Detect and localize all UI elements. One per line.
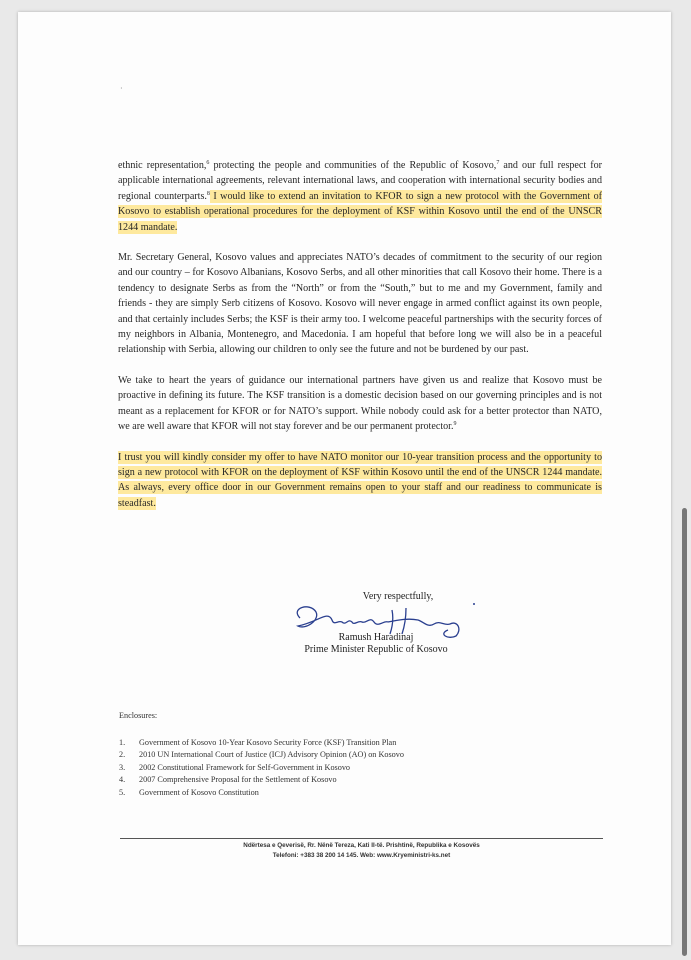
signer-title: Prime Minister Republic of Kosovo — [304, 644, 448, 655]
footnote-ref: 7 — [496, 160, 500, 166]
highlighted-text: I would like to extend an invitation to KFOR to sign a new protocol with the Government of Kosovo to establish operational procedures for the deployment of KSF within Kosovo until the end of the UNSCR 1244 mandate. — [118, 190, 602, 233]
document-page — [18, 12, 671, 945]
list-item: 2. 2010 UN International Court of Justice (ICJ) Advisory Opinion (AO) on Kosovo — [119, 750, 404, 760]
highlighted-text: I trust you will kindly consider my offer to have NATO monitor our 10-year transition process and the opportunity to sign a new protocol with KFOR on the deployment of KSF within Kosovo until the end of the UNSCR 1244 mandate. As always, every office door in our Government remains open to your staff and our readiness to communicate is steadfast. — [118, 451, 602, 509]
paragraph-2: Mr. Secretary General, Kosovo values and appreciates NATO’s decades of commitment to the security of our region and our country – for Kosovo Albanians, Kosovo Serbs, and all other minorities that call Kosovo their home. There is a tendency to designate Serbs as from the “North” or from the “South,” but to me and my Government, family and friends - they are simply Serb citizens of Kosovo. Kosovo will never engage in armed conflict against its own people, and that certainly includes Serbs; the KSF is their army too. I welcome peaceful partnerships with the security forces of my neighbors in Albania, Montenegro, and Macedonia. I am hopeful that before long we will also be in a peaceful relationship with Serbia, allowing our children to only see the future and not be burdened by our past. — [118, 252, 602, 356]
footnote-ref: 9 — [453, 421, 457, 428]
enclosures-list — [119, 737, 404, 800]
footnote-ref: 8 — [206, 190, 210, 197]
letter-body — [118, 158, 602, 526]
letterhead-footer — [120, 841, 603, 860]
scrollbar[interactable] — [682, 508, 687, 956]
footer-address: Ndërtesa e Qeverisë, Rr. Nënë Tereza, Kati II-të. Prishtinë, Republika e Kosovës — [243, 842, 480, 849]
list-item: 3. 2002 Constitutional Framework for Self-Government in Kosovo — [119, 762, 351, 772]
page-mark: · — [120, 84, 123, 93]
footer-contact: Telefoni: +383 38 200 14 145. Web: www.Kryeministri-ks.net — [272, 851, 451, 859]
closing-line: Very respectfully, — [362, 591, 434, 602]
footer-divider — [120, 838, 603, 839]
footnote-ref: 6 — [206, 160, 210, 166]
paragraph-1: ethnic representation,$^6$ protecting the people and communities of the Republic of Kosovo,$^7$ and our full respect for applicable international agreements, relevant international laws, and cooperation with international security bodies and regional counterparts.$^8$ I would like to extend an invitation to KFOR to sign a new protocol with the Government of Kosovo to establish operational procedures for the deployment of KSF within Kosovo until the end of the UNSCR 1244 mandate. — [118, 160, 602, 233]
list-item: 4. 2007 Comprehensive Proposal for the Settlement of Kosovo — [119, 775, 337, 785]
paragraph-3: We take to heart the years of guidance our international partners have given us and realize that Kosovo must be proactive in defining its future. The KSF transition is a domestic decision based on our governing principles and is not meant as a replacement for KFOR or for NATO’s support. While nobody could ask for a better protector than NATO, we are well aware that KFOR will not stay forever and be our permanent protector.$^9$ — [118, 374, 602, 433]
paragraph-4 — [118, 450, 602, 512]
enclosures-title: Enclosures: — [119, 711, 158, 720]
list-item: 5. Government of Kosovo Constitution — [119, 787, 259, 797]
enclosures — [119, 710, 404, 800]
list-item: 1. Government of Kosovo 10-Year Kosovo Security Force (KSF) Transition Plan — [119, 737, 397, 747]
signer-name: Ramush Haradinaj — [338, 632, 414, 643]
